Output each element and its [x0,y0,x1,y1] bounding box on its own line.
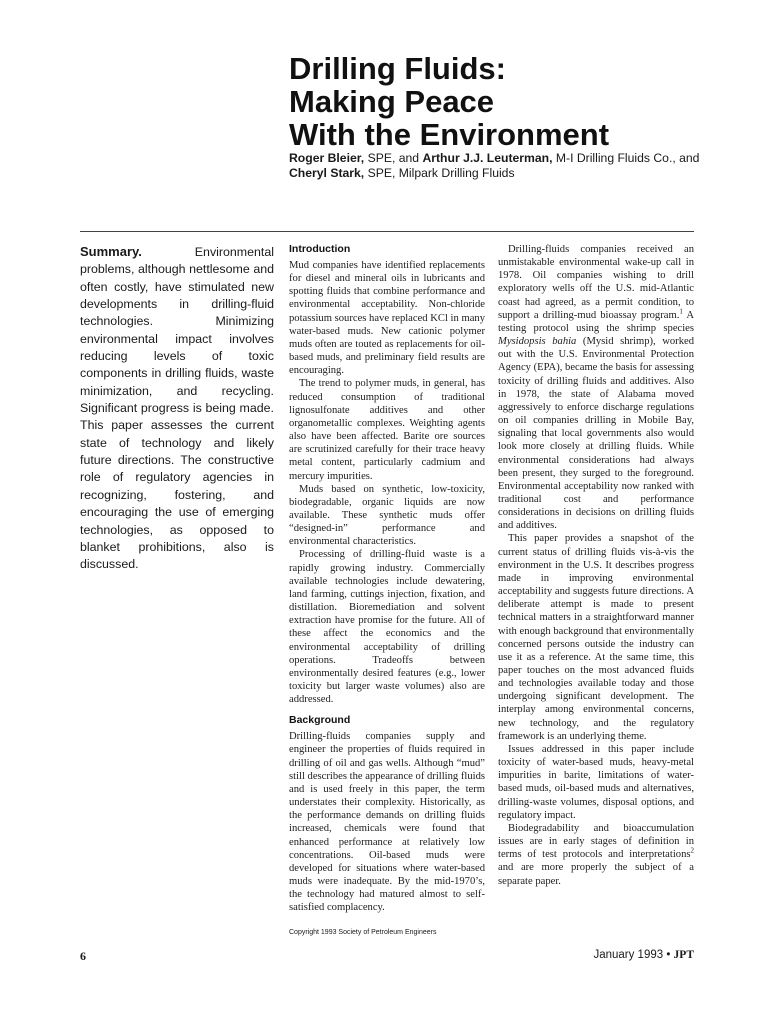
introduction-paragraph: Muds based on synthetic, low-toxicity, biodegradable, organic liquids are now available. These synthetic muds offer “designed-in” performance and environmental characteristics. [289,483,485,548]
journal-name: JPT [673,949,694,961]
header-divider [80,231,694,232]
paragraph-text: A testing protocol using the shrimp species [498,309,694,334]
paragraph-text: Drilling-fluids companies received an unmistakable environmental wake-up call in 1978. Oil companies wishing to drill exploratory wells off the U.S. mid-Atlantic coast had agreed, as a permit condition, to support a drilling-mud bioassay program. [498,244,694,321]
body-paragraph: Issues addressed in this paper include toxicity of water-based muds, heavy-metal impurities in barite, limitations of water-based muds, oil-based muds and alternatives, drilling-waste volumes, disposal options, and regulatory impact. [498,743,694,821]
background-paragraph: Drilling-fluids companies supply and engineer the properties of fluids required in drilling of oil and gas wells. Although “mud” still describes the appearance of drilling fluids and is used freely in this paper, the term understates their complexity. Historically, as the performance demands on drilling fluids increased, chemicals were found that enhanced performance at relatively low concentrations. Oil-based muds were developed for situations where water-based muds were inadequate. By the mid-1970’s, the technology had matured almost to self-satisfied complacency. [289,731,485,914]
paragraph-text: Biodegradability and bioaccumulation issues are in early stages of definition in terms of test protocols and interpretations [498,822,694,861]
paragraph-text: (Mysid shrimp), worked out with the U.S. Environmental Protection Agency (EPA), became the basis for assessing toxicity of drilling fluids and additives. Also in 1978, the state of Alabama moved aggressively to enforce discharge regulations on oil companies drilling in Mobile Bay, signaling that local governments also would look more closely at drilling fluids. While environmental considerations had always been present, they surged to the foreground. Environmental acceptability now ranked with traditional cost and performance considerations in decisions on drilling fluids and additives. [498,336,694,532]
background-heading: Background [289,714,351,727]
author-name-2: Arthur J.J. Leuterman, [422,151,553,165]
article-title [289,52,749,151]
introduction-heading: Introduction [289,243,351,255]
page-number: 6 [80,949,86,963]
title-line-3: With the Environment [289,117,610,152]
species-name: Mysidopsis bahia [498,336,577,348]
author-byline [289,151,729,181]
copyright-notice: Copyright 1993 Society of Petroleum Engineers [289,929,437,936]
paragraph-text: and are more properly the subject of a separate paper. [498,862,694,887]
introduction-paragraph: Mud companies have identified replacements for diesel and mineral oils in lubricants and spotting fluids that combine performance and environmental acceptability. Non-chloride potassium sources have replaced KCl in many water-based muds. New cationic polymer muds often are touted as replacements for oil-based muds, and preliminary field results are encouraging. [289,260,485,377]
reference-superscript: 1 [679,307,683,316]
introduction-paragraph: Processing of drilling-fluid waste is a rapidly growing industry. Commercially available technologies include dewatering, land farming, cuttings injection, fixation, and distillation. Bioremediation and solvent extraction have promise for the future. All of these affect the economics and the environmental acceptability of drilling operations. Tradeoffs between environmentally desired features (e.g., lower toxicity but larger waste volumes) also are addressed. [289,549,485,706]
body-paragraph: This paper provides a snapshot of the current status of drilling fluids vis-à-vis the environment in the U.S. It describes progress made in improving environmental acceptability and suggests future directions. A deliberate attempt is made to present technical matters in a straightforward manner with enough background that environmentally concerned persons outside the industry can use it as a reference. At the same time, this paper touches on the most advanced fluids and technologies available today and those undergoing significant development. The interplay among environmental concerns, new technology, and the regulatory framework is an underlying theme. [498,533,694,742]
summary-label: Summary. [80,244,142,259]
issue-date: January 1993 • [593,949,674,961]
middle-column [289,243,485,915]
reference-superscript: 2 [690,846,694,855]
author-affiliation-1: SPE, and [364,151,423,165]
author-name-3: Cheryl Stark, [289,166,365,180]
author-affiliation-2: M-I Drilling Fluids Co., and [552,151,700,165]
title-line-1: Drilling Fluids: [289,51,506,86]
author-affiliation-3: SPE, Milpark Drilling Fluids [364,166,515,180]
introduction-paragraph: The trend to polymer muds, in general, has reduced consumption of traditional lignosulfonate additives and other organometallic complexes. Weighting agents also have been affected. Barite ore sources are scrutinized carefully for their trace heavy metal content, particularly cadmium and mercury impurities. [289,378,485,482]
summary-text: Environmental problems, although nettlesome and often costly, have stimulated new developments in drilling-fluid technologies. Minimizing environmental impact involves reducing levels of toxic components in drilling fluids, waste minimization, and recycling. Significant progress is being made. This paper assesses the current state of technology and likely future directions. The constructive role of regulatory agencies in recognizing, fostering, and encouraging the use of emerging technologies, as opposed to blanket prohibitions, also is discussed. [80,245,274,572]
body-paragraph [498,243,694,532]
journal-footer [560,949,694,961]
body-paragraph [498,822,694,888]
summary-abstract [80,243,274,574]
title-line-2: Making Peace [289,84,495,119]
author-name-1: Roger Bleier, [289,151,365,165]
right-column [498,243,694,888]
